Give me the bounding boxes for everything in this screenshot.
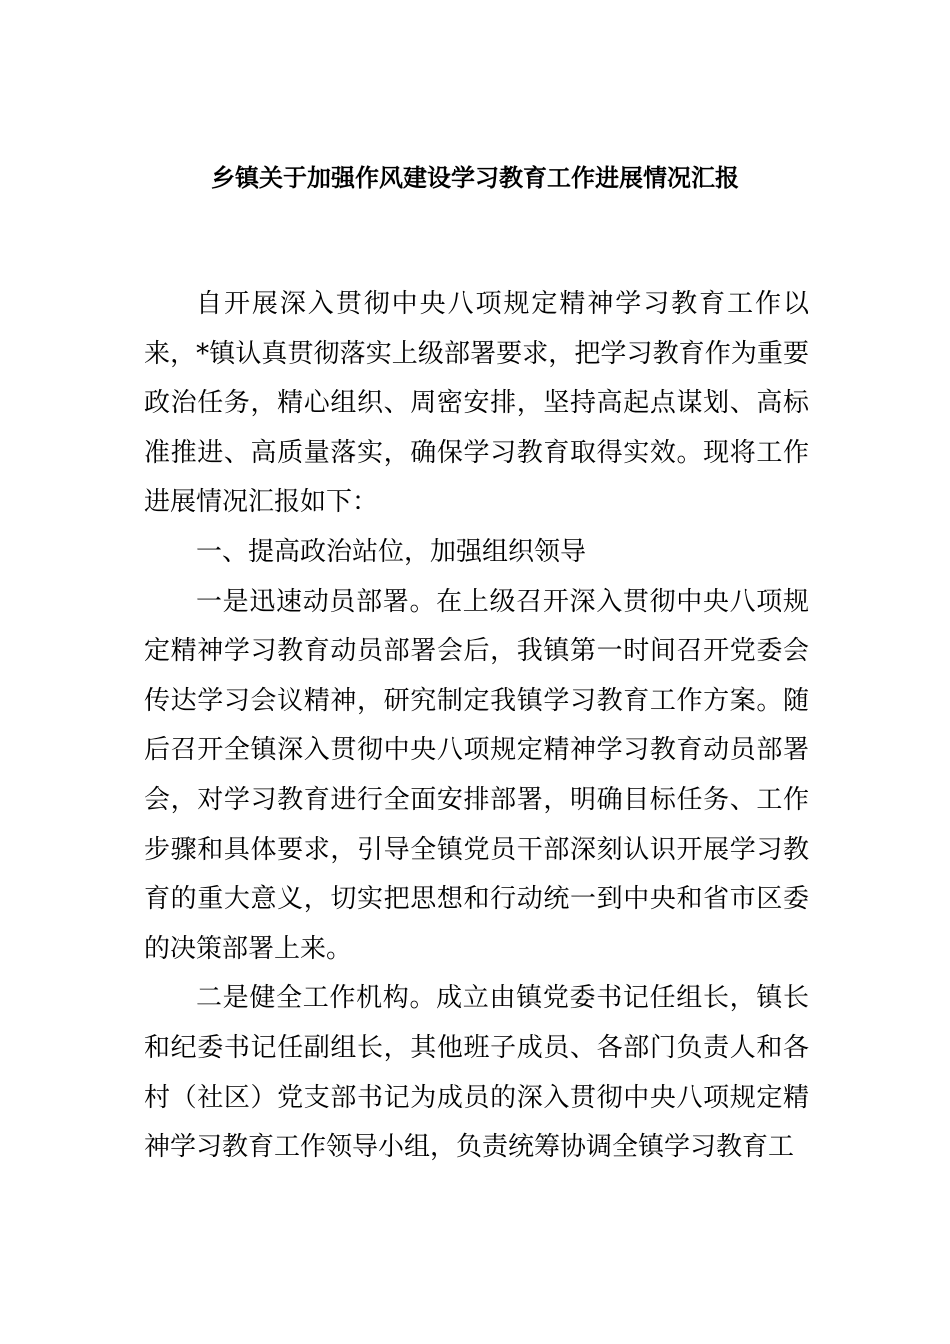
document-title: 乡镇关于加强作风建设学习教育工作进展情况汇报: [211, 164, 739, 192]
document-body: [144, 280, 809, 1173]
paragraph-mobilization: 一是迅速动员部署。在上级召开深入贯彻中央八项规定精神学习教育动员部署会后，我镇第一时间召开党委会传达学习会议精神，研究制定我镇学习教育工作方案。随后召开全镇深入贯彻中央八项规定精神学习教育动员部署会，对学习教育进行全面安排部署，明确目标任务、工作步骤和具体要求，引导全镇党员干部深刻认识开展学习教育的重大意义，切实把思想和行动统一到中央和省市区委的决策部署上来。: [144, 586, 809, 964]
intro-paragraph: 自开展深入贯彻中央八项规定精神学习教育工作以来，*镇认真贯彻落实上级部署要求，把学习教育作为重要政治任务，精心组织、周密安排，坚持高起点谋划、高标准推进、高质量落实，确保学习教育取得实效。现将工作进展情况汇报如下：: [144, 289, 809, 518]
section-heading-1: 一、提高政治站位，加强组织领导: [196, 536, 587, 567]
paragraph-organization: 二是健全工作机构。成立由镇党委书记任组长，镇长和纪委书记任副组长，其他班子成员、各部门负责人和各村（社区）党支部书记为成员的深入贯彻中央八项规定精神学习教育工作领导小组，负责统筹协调全镇学习教育工: [144, 983, 809, 1163]
